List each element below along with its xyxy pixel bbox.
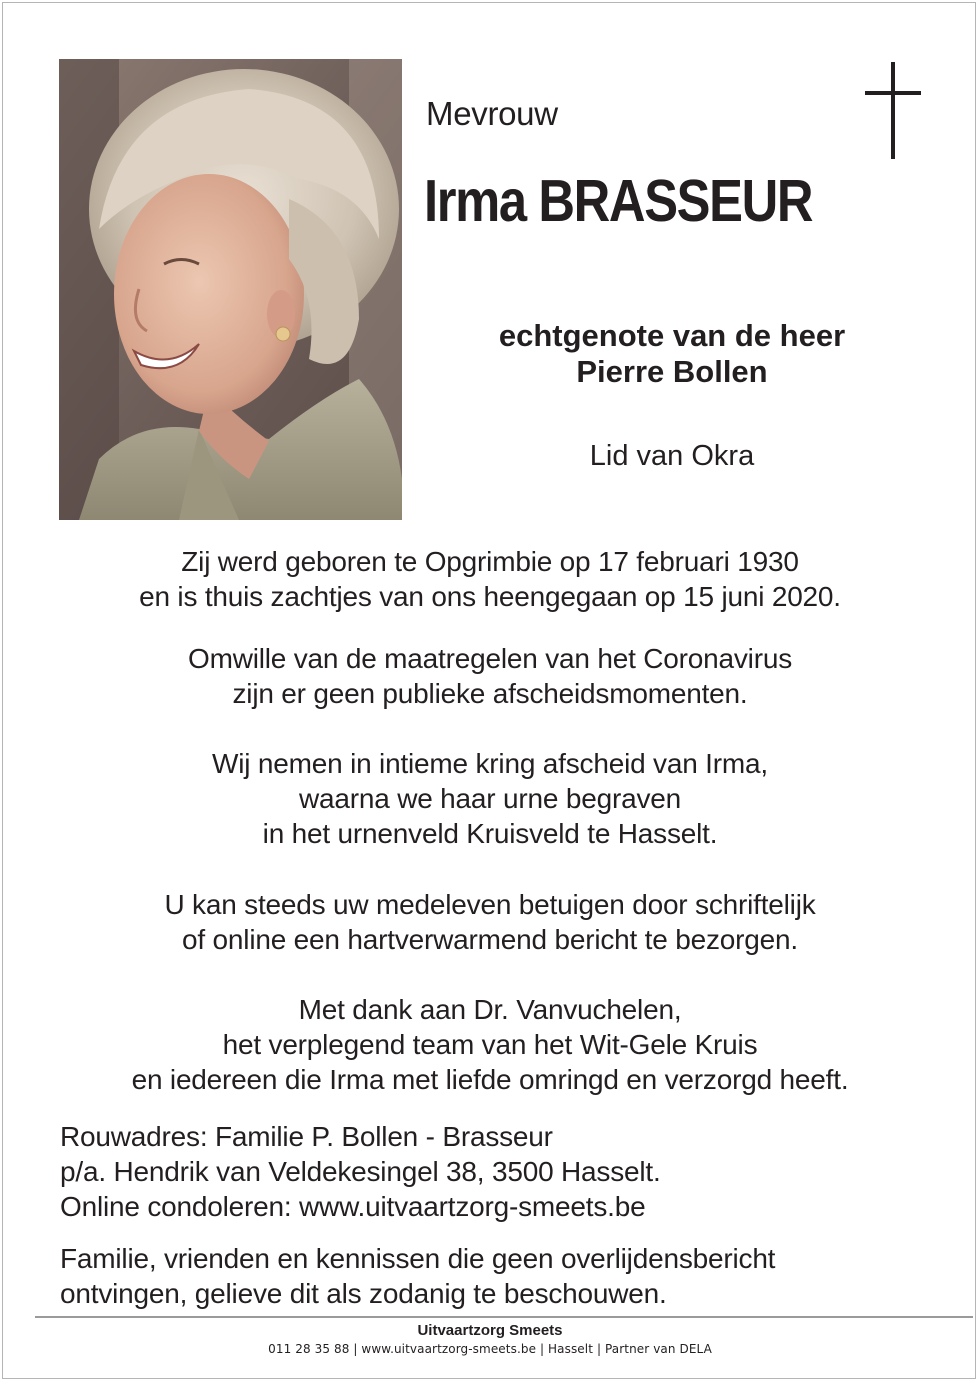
paragraph-condolences bbox=[40, 887, 940, 957]
deceased-name: Irma BRASSEUR bbox=[424, 168, 813, 234]
title-prefix: Mevrouw bbox=[426, 95, 558, 132]
spouse-block bbox=[402, 318, 942, 390]
portrait-photo bbox=[59, 59, 402, 520]
paragraph-birth-death bbox=[40, 544, 940, 614]
text-line: waarna we haar urne begraven bbox=[299, 783, 681, 814]
condolence-website: Online condoleren: www.uitvaartzorg-smeets.be bbox=[60, 1191, 646, 1222]
text-line: in het urnenveld Kruisveld te Hasselt. bbox=[262, 818, 718, 849]
cross-icon-vertical-bar bbox=[891, 62, 895, 159]
text-line: of online een hartverwarmend bericht te bezorgen. bbox=[182, 924, 798, 955]
spouse-name: Pierre Bollen bbox=[576, 354, 768, 389]
text-line: Wij nemen in intieme kring afscheid van Irma, bbox=[212, 748, 768, 779]
text-line: Familie, vrienden en kennissen die geen overlijdensbericht bbox=[60, 1243, 776, 1274]
footer-company-name: Uitvaartzorg Smeets bbox=[417, 1322, 563, 1339]
footer-contact-info: 011 28 35 88 | www.uitvaartzorg-smeets.be | Hasselt | Partner van DELA bbox=[268, 1342, 712, 1356]
notice-paragraph bbox=[60, 1241, 940, 1311]
address-line: p/a. Hendrik van Veldekesingel 38, 3500 Hasselt. bbox=[60, 1156, 661, 1187]
cross-icon bbox=[864, 62, 922, 160]
text-line: het verplegend team van het Wit-Gele Kruis bbox=[222, 1029, 758, 1060]
paragraph-corona bbox=[40, 641, 940, 711]
text-line: zijn er geen publieke afscheidsmomenten. bbox=[232, 678, 748, 709]
mourning-address bbox=[60, 1119, 940, 1224]
text-line: Zij werd geboren te Opgrimbie op 17 februari 1930 bbox=[181, 546, 799, 577]
spouse-line: echtgenote van de heer bbox=[498, 318, 846, 353]
address-line: Rouwadres: Familie P. Bollen - Brasseur bbox=[60, 1121, 553, 1152]
text-line: en iedereen die Irma met liefde omringd en verzorgd heeft. bbox=[131, 1064, 849, 1095]
text-line: U kan steeds uw medeleven betuigen door schriftelijk bbox=[164, 889, 816, 920]
paragraph-thanks bbox=[40, 992, 940, 1097]
text-line: Omwille van de maatregelen van het Coronavirus bbox=[188, 643, 792, 674]
text-line: Met dank aan Dr. Vanvuchelen, bbox=[298, 994, 682, 1025]
text-line: en is thuis zachtjes van ons heengegaan op 15 juni 2020. bbox=[139, 581, 841, 612]
paragraph-burial bbox=[40, 746, 940, 851]
membership-line: Lid van Okra bbox=[589, 440, 755, 472]
text-line: ontvingen, gelieve dit als zodanig te beschouwen. bbox=[60, 1278, 667, 1309]
cross-icon-horizontal-bar bbox=[865, 91, 921, 95]
footer-divider bbox=[35, 1316, 973, 1318]
